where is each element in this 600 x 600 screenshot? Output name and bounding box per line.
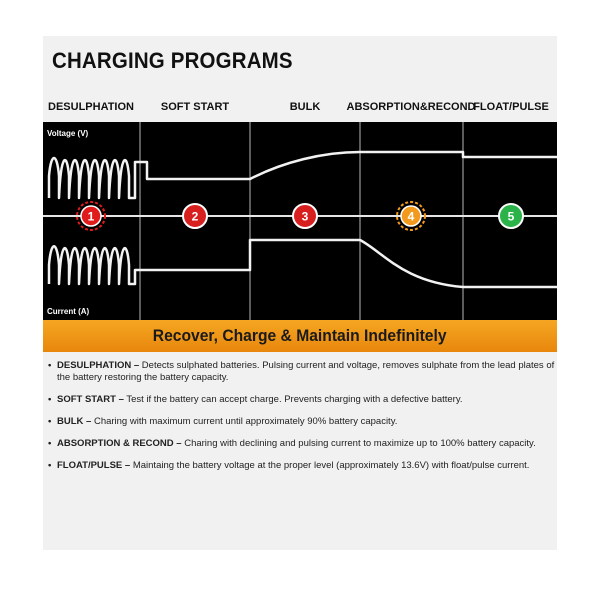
description-text: Test if the battery can accept charge. Prevents charging with a defective battery.	[123, 394, 463, 405]
bullet: •	[48, 438, 52, 449]
phase-circle-5	[499, 204, 523, 228]
phase-label-soft-start: SOFT START	[160, 101, 230, 113]
term: ABSORPTION & RECOND –	[57, 438, 182, 449]
svg-text:2: 2	[191, 209, 199, 224]
term: DESULPHATION –	[57, 360, 140, 371]
term: BULK –	[57, 416, 92, 427]
phase-label-desulphation: DESULPHATION	[48, 101, 134, 113]
bullet: •	[48, 394, 52, 405]
current-axis-label: Current (A)	[47, 307, 90, 316]
description-list	[45, 360, 555, 482]
term: SOFT START –	[57, 394, 124, 405]
bullet: •	[48, 460, 52, 471]
voltage-axis-label: Voltage (V)	[47, 129, 89, 138]
description-float	[45, 460, 555, 472]
description-absorption	[45, 438, 555, 450]
description-text: Charing with maximum current until approximately 90% battery capacity.	[91, 416, 398, 427]
phase-label-absorption: ABSORPTION&RECOND	[346, 101, 476, 113]
tagline-banner	[43, 320, 557, 352]
svg-text:1: 1	[87, 209, 95, 224]
tagline-text: Recover, Charge & Maintain Indefinitely	[153, 326, 447, 345]
bullet: •	[48, 416, 52, 427]
svg-text:4: 4	[407, 209, 415, 224]
bullet: •	[48, 360, 52, 371]
description-text: Maintaing the battery voltage at the proper level (approximately 13.6V) with float/pulse current.	[130, 460, 530, 471]
description-text: Detects sulphated batteries. Pulsing current and voltage, removes sulphate from the lead plates of the battery restoring the battery capacity.	[57, 360, 555, 383]
page-title: CHARGING PROGRAMS	[52, 48, 293, 73]
phase-label-bulk: BULK	[289, 101, 321, 113]
phase-label-float: FLOAT/PULSE	[473, 101, 549, 113]
charging-diagram	[43, 122, 557, 320]
term: FLOAT/PULSE –	[57, 460, 131, 471]
description-desulphation	[45, 360, 555, 384]
svg-text:5: 5	[507, 209, 515, 224]
phase-circle-3	[293, 204, 317, 228]
svg-text:3: 3	[301, 209, 309, 224]
phase-labels	[43, 101, 557, 121]
phase-circle-2	[183, 204, 207, 228]
description-bulk	[45, 416, 555, 428]
description-soft-start	[45, 394, 555, 406]
description-text: Charing with declining and pulsing current to maximize up to 100% battery capacity.	[181, 438, 536, 449]
